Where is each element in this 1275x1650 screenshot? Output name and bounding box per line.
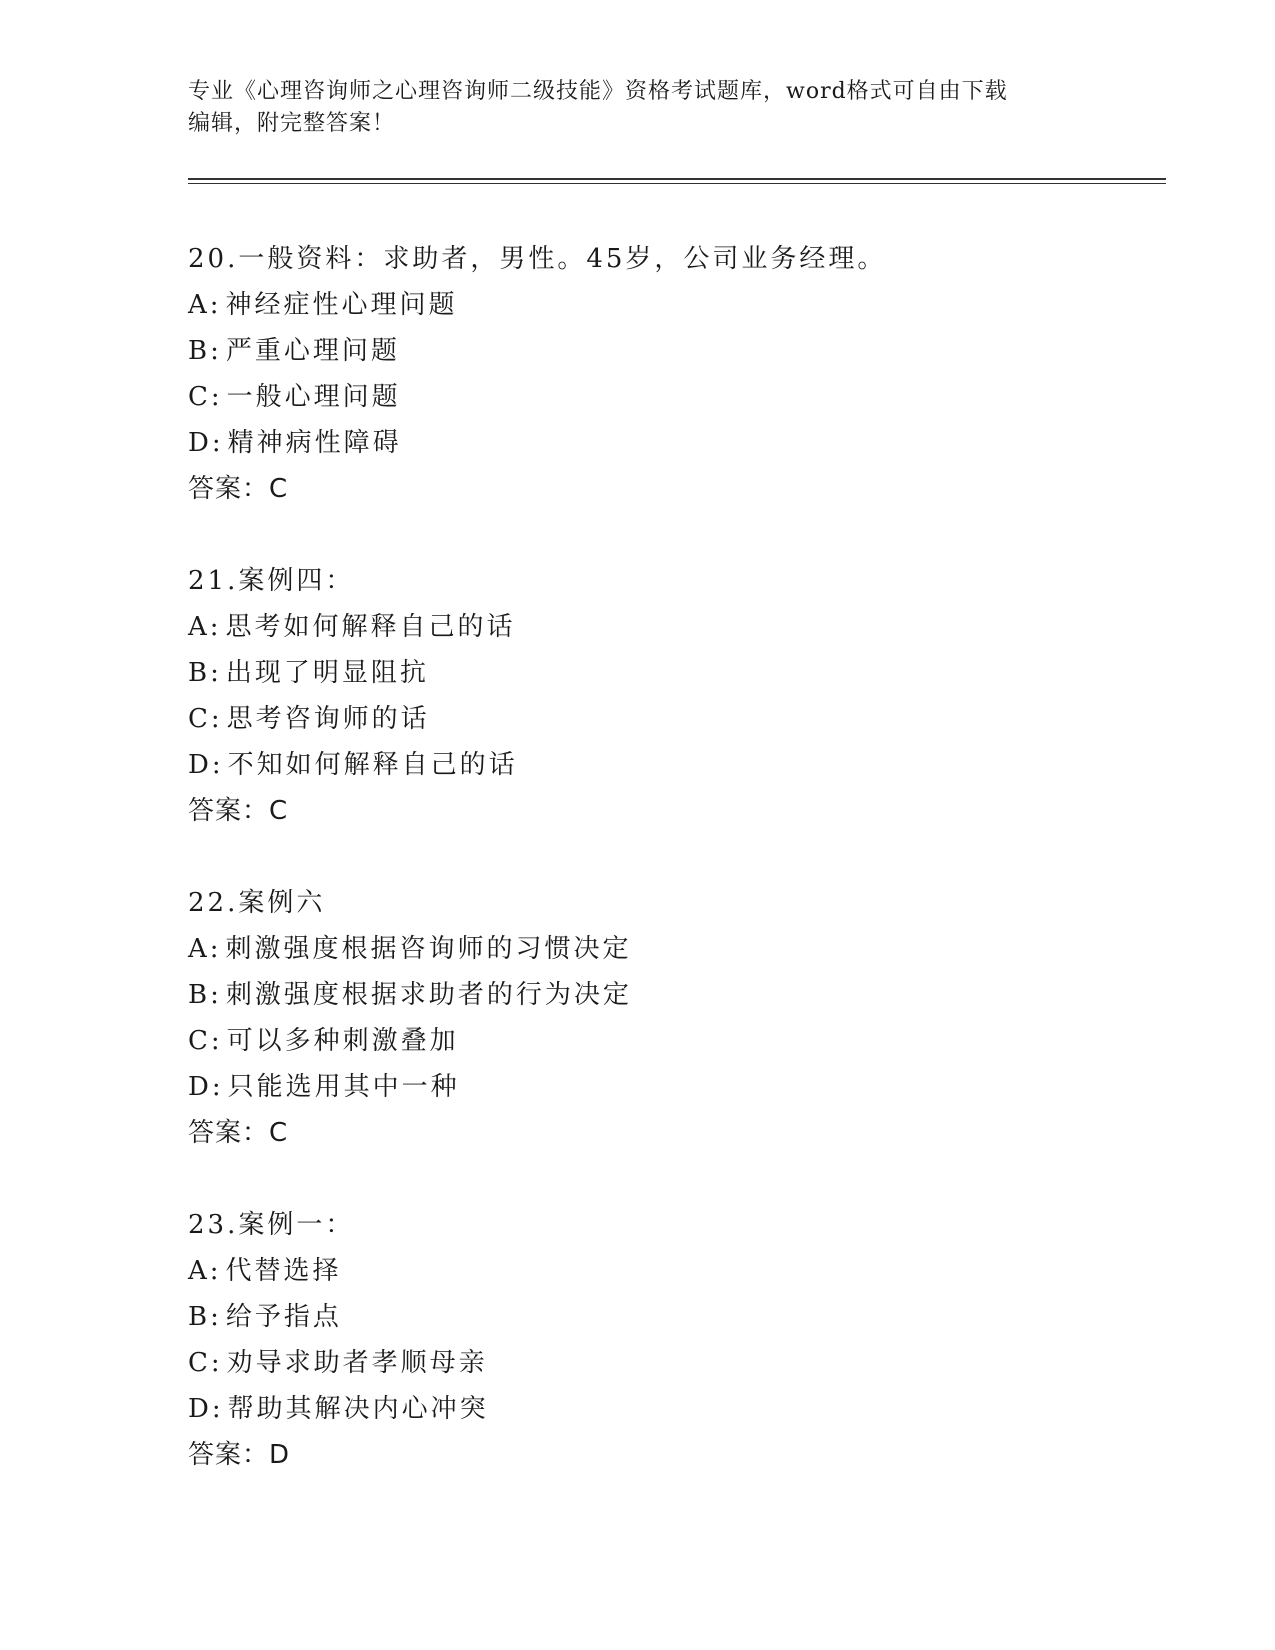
option-label: D: bbox=[188, 1394, 224, 1424]
answer: 答案：C bbox=[188, 474, 289, 504]
option-d bbox=[188, 1386, 1148, 1432]
option-label: B: bbox=[188, 980, 222, 1010]
option-b bbox=[188, 650, 1148, 696]
question-stem: 20.一般资料：求助者，男性。45岁，公司业务经理。 bbox=[188, 244, 887, 274]
option-label: A: bbox=[188, 934, 222, 964]
question-21 bbox=[188, 558, 1148, 834]
question-stem: 21.案例四： bbox=[188, 566, 355, 596]
option-label: C: bbox=[188, 1026, 223, 1056]
option-c bbox=[188, 696, 1148, 742]
option-text: 刺激强度根据咨询师的习惯决定 bbox=[225, 934, 632, 964]
option-d bbox=[188, 420, 1148, 466]
option-text: 精神病性障碍 bbox=[227, 428, 402, 458]
option-label: A: bbox=[188, 290, 222, 320]
option-d bbox=[188, 742, 1148, 788]
question-list bbox=[188, 236, 1148, 1524]
option-text: 可以多种刺激叠加 bbox=[226, 1026, 459, 1056]
option-label: B: bbox=[188, 336, 222, 366]
option-label: A: bbox=[188, 612, 222, 642]
option-a bbox=[188, 282, 1148, 328]
option-text: 神经症性心理问题 bbox=[225, 290, 458, 320]
option-c bbox=[188, 1018, 1148, 1064]
question-stem: 23.案例一： bbox=[188, 1210, 355, 1240]
option-label: C: bbox=[188, 704, 223, 734]
option-label: A: bbox=[188, 1256, 222, 1286]
option-c bbox=[188, 374, 1148, 420]
option-a bbox=[188, 926, 1148, 972]
option-label: B: bbox=[188, 1302, 222, 1332]
option-b bbox=[188, 972, 1148, 1018]
option-text: 只能选用其中一种 bbox=[227, 1072, 460, 1102]
option-a bbox=[188, 604, 1148, 650]
option-text: 思考如何解释自己的话 bbox=[225, 612, 516, 642]
option-label: D: bbox=[188, 1072, 224, 1102]
option-label: D: bbox=[188, 750, 224, 780]
option-text: 劝导求助者孝顺母亲 bbox=[226, 1348, 488, 1378]
option-text: 思考咨询师的话 bbox=[226, 704, 430, 734]
header-divider-thin bbox=[188, 183, 1166, 184]
question-23 bbox=[188, 1202, 1148, 1478]
option-text: 严重心理问题 bbox=[225, 336, 400, 366]
answer: 答案：D bbox=[188, 1440, 291, 1470]
option-text: 一般心理问题 bbox=[226, 382, 401, 412]
header-divider-thick bbox=[188, 178, 1166, 180]
header-line-2: 编辑，附完整答案！ bbox=[188, 111, 396, 136]
option-c bbox=[188, 1340, 1148, 1386]
option-text: 代替选择 bbox=[225, 1256, 342, 1286]
option-text: 刺激强度根据求助者的行为决定 bbox=[225, 980, 632, 1010]
document-header bbox=[188, 76, 1068, 140]
question-20 bbox=[188, 236, 1148, 512]
option-b bbox=[188, 1294, 1148, 1340]
option-d bbox=[188, 1064, 1148, 1110]
option-a bbox=[188, 1248, 1148, 1294]
option-label: B: bbox=[188, 658, 222, 688]
option-label: D: bbox=[188, 428, 224, 458]
header-line-1: 专业《心理咨询师之心理咨询师二级技能》资格考试题库，word格式可自由下载 bbox=[188, 79, 1008, 104]
answer: 答案：C bbox=[188, 796, 289, 826]
answer: 答案：C bbox=[188, 1118, 289, 1148]
option-label: C: bbox=[188, 1348, 223, 1378]
option-label: C: bbox=[188, 382, 223, 412]
option-b bbox=[188, 328, 1148, 374]
option-text: 给予指点 bbox=[225, 1302, 342, 1332]
question-22 bbox=[188, 880, 1148, 1156]
option-text: 出现了明显阻抗 bbox=[225, 658, 429, 688]
option-text: 帮助其解决内心冲突 bbox=[227, 1394, 489, 1424]
question-stem: 22.案例六 bbox=[188, 888, 326, 918]
option-text: 不知如何解释自己的话 bbox=[227, 750, 518, 780]
